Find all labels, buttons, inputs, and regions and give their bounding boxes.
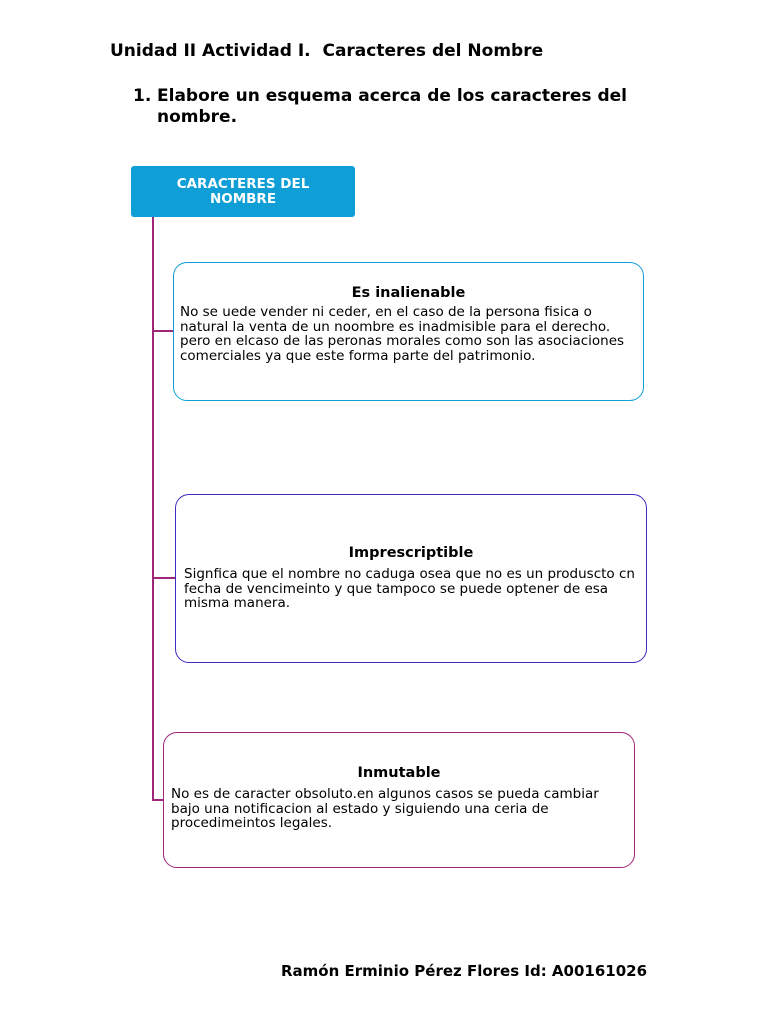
- card-inmutable: [163, 732, 635, 868]
- card-text: No se uede vender ni ceder, en el caso de la persona fisica o natural la venta de un noombre es inadmisible para el derecho. pero en elcaso de las peronas morales como son las asociaciones comerciales ya que este forma parte del patrimonio.: [180, 304, 625, 364]
- author-footer: Ramón Erminio Pérez Flores Id: A00161026: [281, 962, 648, 980]
- root-node: [131, 166, 355, 217]
- connector-vertical-line: [152, 217, 154, 801]
- question-text: Elabore un esquema acerca de los caracteres del nombre.: [157, 86, 627, 127]
- document-title: Unidad II Actividad I. Caracteres del Nombre: [110, 41, 544, 61]
- card-title: Es inalienable: [351, 285, 466, 301]
- card-title: Inmutable: [357, 765, 441, 781]
- root-node-label: CARACTERES DEL NOMBRE: [176, 175, 310, 207]
- card-es-inalienable: [173, 262, 644, 401]
- connector-branch-2: [152, 577, 175, 579]
- connector-branch-1: [152, 330, 173, 332]
- connector-branch-3: [152, 799, 163, 801]
- card-title: Imprescriptible: [348, 545, 474, 561]
- card-imprescriptible: [175, 494, 647, 663]
- question-number: 1.: [133, 86, 152, 106]
- card-text: No es de caracter obsoluto.en algunos casos se pueda cambiar bajo una notificacion al estado y siguiendo una ceria de procedimeintos legales.: [171, 786, 599, 831]
- card-text: Signfica que el nombre no caduga osea que no es un produscto cn fecha de vencimeinto y que tampoco se puede optener de esa misma manera.: [184, 566, 635, 611]
